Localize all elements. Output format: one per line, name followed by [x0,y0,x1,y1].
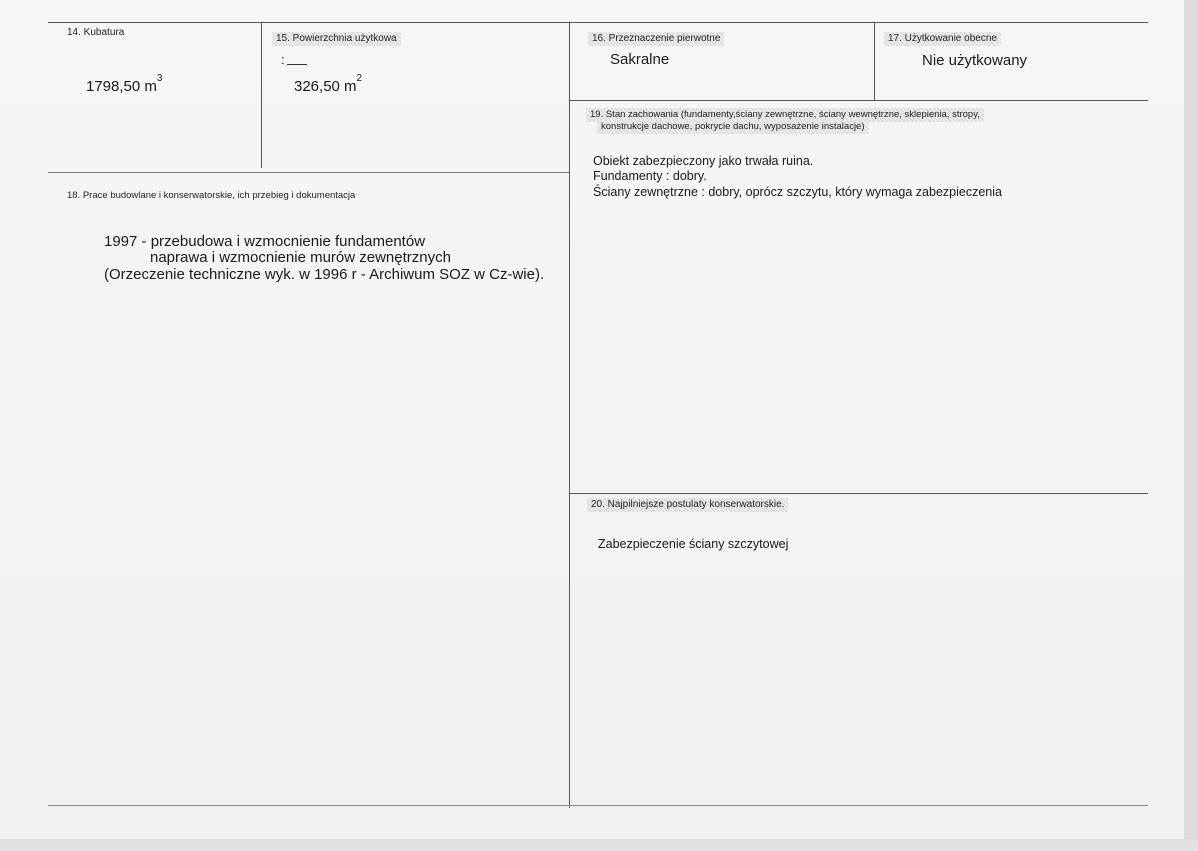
field-15-label: 15. Powierzchnia użytkowa [272,32,401,46]
field-19-line-1: Obiekt zabezpieczony jako trwała ruina. [593,154,814,168]
rule-14-15-divider [261,22,262,168]
field-14-number: 1798,50 m [86,78,157,95]
rule-bottom [48,805,1148,806]
field-19-label-line-2: konstrukcje dachowe, pokrycie dachu, wyposażenie instalacje) [597,120,869,134]
field-15-dash [287,64,307,65]
scan-edge-right [1184,0,1198,851]
field-19-line-2: Fundamenty : dobry. [593,169,707,183]
scan-edge-bottom [0,839,1198,851]
field-17-label: 17. Użytkowanie obecne [884,32,1001,46]
field-16-value: Sakralne [610,51,670,68]
field-18-line-1: 1997 - przebudowa i wzmocnienie fundamentów [104,233,426,250]
field-18-line-3: (Orzeczenie techniczne wyk. w 1996 r - Archiwum SOZ w Cz-wie). [104,266,545,283]
field-15-colon: : [281,52,285,67]
field-19-label-line-1: 19. Stan zachowania (fundamenty,ściany zewnętrzne, ściany wewnętrzne, sklepienia, stropy, [586,108,984,122]
field-20-value: Zabezpieczenie ściany szczytowej [598,537,789,551]
field-15-number: 326,50 m [294,78,357,95]
rule-under-16-17 [569,100,1148,101]
field-19-line-3: Ściany zewnętrzne : dobry, oprócz szczytu, który wymaga zabezpieczenia [593,185,1002,199]
rule-above-20 [569,493,1148,494]
field-16-label: 16. Przeznaczenie pierwotne [588,32,724,46]
rule-main-divider [569,22,570,808]
field-17-value: Nie użytkowany [922,52,1028,69]
field-18-label: 18. Prace budowlane i konserwatorskie, ich przebieg i dokumentacja [67,190,356,201]
field-20-label: 20. Najpilniejsze postulaty konserwatorskie. [587,498,788,512]
field-14-value [86,73,163,95]
rule-16-17-divider [874,22,875,100]
field-18-line-2: naprawa i wzmocnienie murów zewnętrznych [150,249,451,266]
rule-top [48,22,1148,23]
field-14-label: 14. Kubatura [67,27,125,38]
field-14-exponent: 3 [156,73,163,84]
field-15-value [294,73,363,95]
field-15-exponent: 2 [356,73,363,84]
rule-under-14-15 [48,172,569,173]
